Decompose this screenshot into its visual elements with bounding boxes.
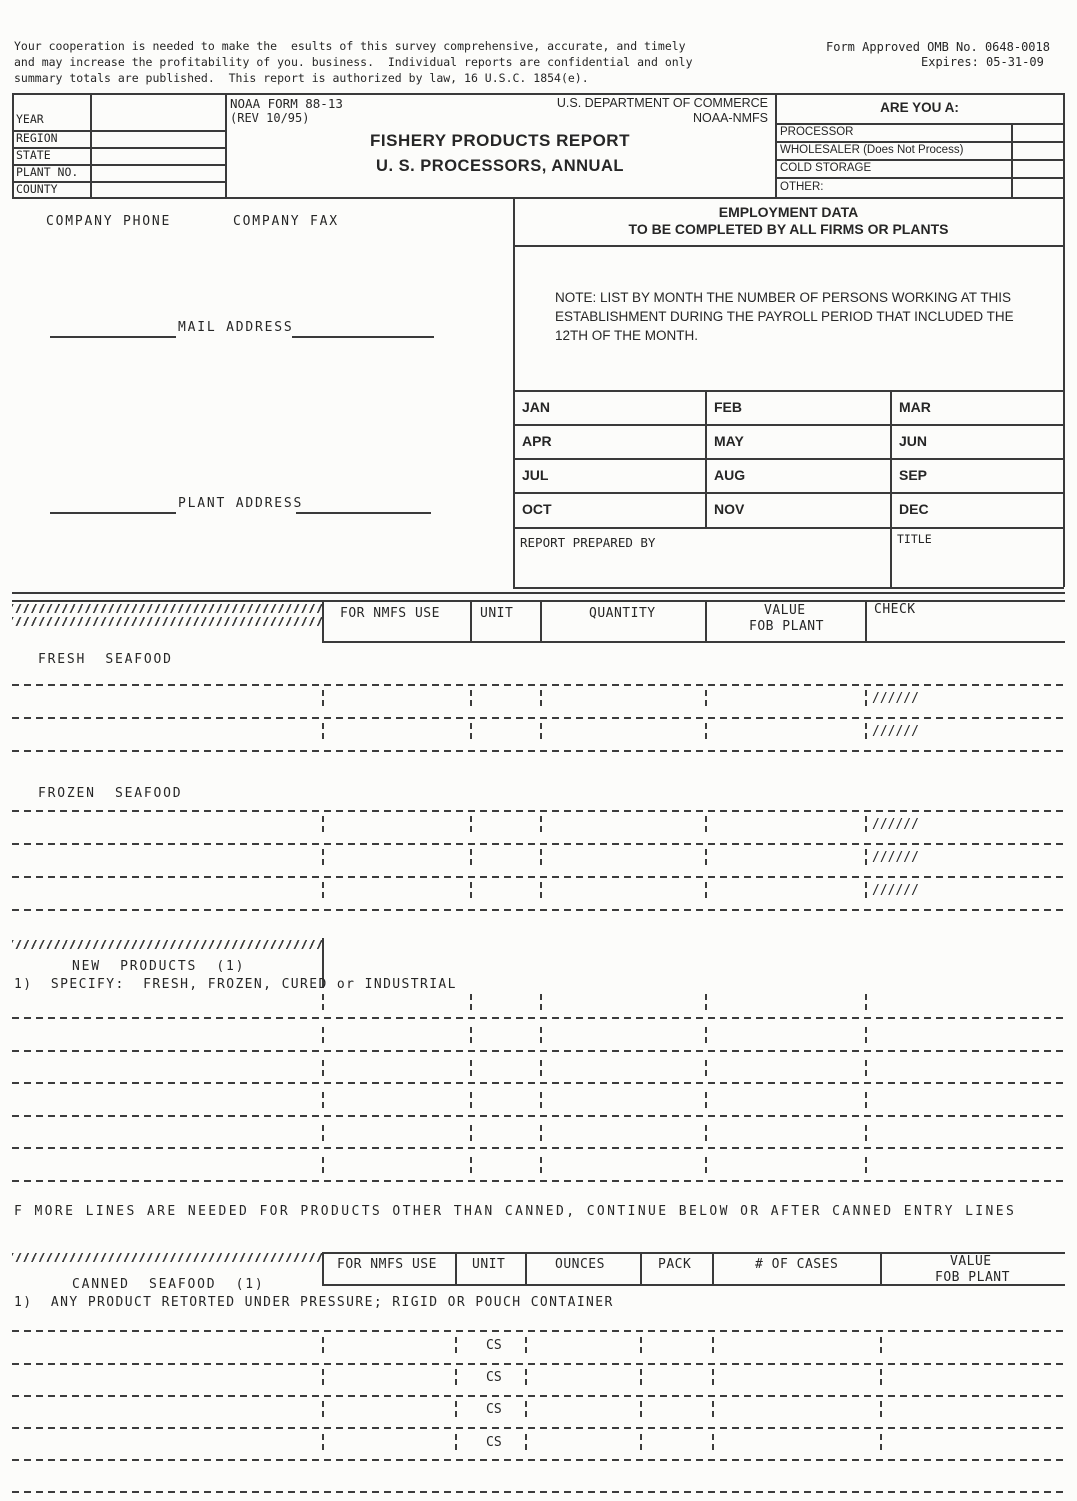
column-separator bbox=[455, 1369, 457, 1389]
grid-line bbox=[513, 587, 1064, 589]
column-separator bbox=[455, 1401, 457, 1421]
column-separator bbox=[880, 1337, 882, 1357]
month-cell-oct[interactable] bbox=[513, 492, 705, 527]
month-label: MAY bbox=[714, 433, 744, 449]
column-separator bbox=[470, 994, 472, 1014]
month-cell-feb[interactable] bbox=[705, 390, 890, 424]
column-separator bbox=[880, 1401, 882, 1421]
unit-value-cs: CS bbox=[486, 1370, 502, 1385]
check-column-hatch: ////// bbox=[872, 883, 919, 898]
column-separator bbox=[322, 994, 324, 1014]
column-separator bbox=[322, 1369, 324, 1389]
column-separator bbox=[322, 723, 324, 743]
omb-approval: Form Approved OMB No. 0648-0018 bbox=[826, 40, 1050, 54]
intro-text-line: summary totals are published. This report is authorized by law, 16 U.S.C. 1854(e). bbox=[14, 71, 589, 85]
col-header-check: CHECK bbox=[874, 602, 916, 617]
canned-section-label: CANNED SEAFOOD (1) bbox=[72, 1277, 265, 1292]
column-separator bbox=[525, 1401, 527, 1421]
column-separator bbox=[705, 1092, 707, 1112]
check-column-hatch: ////// bbox=[872, 691, 919, 706]
column-separator bbox=[540, 994, 542, 1014]
col-header-nmfs: FOR NMFS USE bbox=[340, 606, 440, 621]
frozen-section-label: FROZEN SEAFOOD bbox=[38, 786, 183, 801]
column-separator bbox=[865, 816, 867, 836]
grid-line bbox=[525, 1252, 527, 1284]
column-separator bbox=[640, 1337, 642, 1357]
other-option-label: OTHER: bbox=[780, 181, 824, 193]
column-separator bbox=[540, 1157, 542, 1177]
column-separator bbox=[470, 816, 472, 836]
column-separator bbox=[540, 723, 542, 743]
wholesaler-option-label: WHOLESALER (Does Not Process) bbox=[780, 144, 964, 156]
row-divider-dashed bbox=[12, 876, 1065, 878]
row-divider-dashed bbox=[12, 1330, 1065, 1332]
plant-address-label: PLANT ADDRESS bbox=[178, 496, 304, 511]
column-separator bbox=[525, 1369, 527, 1389]
region-input-cell[interactable] bbox=[91, 131, 224, 147]
column-separator bbox=[880, 1434, 882, 1454]
grid-line bbox=[880, 1252, 882, 1284]
fresh-section-label: FRESH SEAFOOD bbox=[38, 652, 173, 667]
column-separator bbox=[470, 1027, 472, 1047]
column-separator bbox=[865, 882, 867, 902]
unit-value-cs: CS bbox=[486, 1402, 502, 1417]
report-prepared-by-field[interactable] bbox=[513, 527, 890, 587]
company-phone-label: COMPANY PHONE bbox=[46, 214, 172, 229]
preparer-title-label: TITLE bbox=[897, 532, 932, 546]
grid-line bbox=[712, 1252, 714, 1284]
plant-no-input-cell[interactable] bbox=[91, 165, 224, 181]
column-separator bbox=[540, 1125, 542, 1145]
column-separator bbox=[470, 849, 472, 869]
hatch-pattern bbox=[12, 1253, 322, 1262]
row-divider-dashed bbox=[12, 750, 1065, 752]
column-separator bbox=[470, 882, 472, 902]
month-label: NOV bbox=[714, 501, 745, 517]
column-separator bbox=[470, 1157, 472, 1177]
mail-address-write-line[interactable] bbox=[50, 336, 176, 338]
id-field-label: STATE bbox=[16, 148, 51, 162]
row-divider-dashed bbox=[12, 909, 1065, 911]
county-input-cell[interactable] bbox=[91, 182, 224, 197]
row-divider-dashed bbox=[12, 1363, 1065, 1365]
form-revision: (REV 10/95) bbox=[230, 111, 310, 125]
row-divider-dashed bbox=[12, 1050, 1065, 1052]
column-separator bbox=[470, 690, 472, 710]
column-separator bbox=[322, 849, 324, 869]
column-separator bbox=[540, 690, 542, 710]
mail-address-write-line[interactable] bbox=[292, 336, 434, 338]
column-separator bbox=[865, 723, 867, 743]
column-separator bbox=[540, 816, 542, 836]
employment-note: NOTE: LIST BY MONTH THE NUMBER OF PERSONS WORKING AT THIS ESTABLISHMENT DURING THE PAYROLL PERIOD THAT INCLUDED THE 12TH OF THE MONTH. bbox=[555, 290, 1014, 343]
company-fax-label: COMPANY FAX bbox=[233, 214, 339, 229]
row-divider-dashed bbox=[12, 684, 1065, 686]
month-label: JUL bbox=[522, 467, 549, 483]
column-separator bbox=[705, 882, 707, 902]
month-label: JAN bbox=[522, 399, 551, 415]
wholesaler-checkbox[interactable] bbox=[1012, 142, 1063, 158]
unit-value-cs: CS bbox=[486, 1435, 502, 1450]
column-separator bbox=[640, 1401, 642, 1421]
column-separator bbox=[712, 1401, 714, 1421]
column-separator bbox=[712, 1337, 714, 1357]
canned-footnote: 1) ANY PRODUCT RETORTED UNDER PRESSURE; RIGID OR POUCH CONTAINER bbox=[14, 1295, 614, 1310]
column-separator bbox=[880, 1369, 882, 1389]
column-separator bbox=[455, 1337, 457, 1357]
grid-line bbox=[705, 600, 707, 641]
row-divider-dashed bbox=[12, 1082, 1065, 1084]
row-divider-dashed bbox=[12, 1180, 1065, 1182]
column-separator bbox=[455, 1434, 457, 1454]
column-separator bbox=[322, 1157, 324, 1177]
employment-title: EMPLOYMENT DATA bbox=[718, 204, 859, 220]
column-separator bbox=[322, 1125, 324, 1145]
grid-line bbox=[865, 600, 867, 641]
column-separator bbox=[322, 1434, 324, 1454]
column-separator bbox=[525, 1434, 527, 1454]
column-separator bbox=[322, 1060, 324, 1080]
column-separator bbox=[865, 1125, 867, 1145]
column-separator bbox=[470, 723, 472, 743]
omb-expires: Expires: 05-31-09 bbox=[921, 55, 1044, 69]
col-header-value: VALUE bbox=[764, 603, 806, 618]
col-header-ounces: OUNCES bbox=[555, 1257, 605, 1272]
unit-value-cs: CS bbox=[486, 1338, 502, 1353]
hatch-pattern bbox=[12, 940, 322, 949]
month-label: FEB bbox=[714, 399, 742, 415]
are-you-a-title: ARE YOU A: bbox=[880, 100, 959, 115]
new-products-label: NEW PRODUCTS (1) bbox=[72, 959, 246, 974]
employment-subtitle: TO BE COMPLETED BY ALL FIRMS OR PLANTS bbox=[628, 221, 949, 237]
column-separator bbox=[540, 882, 542, 902]
month-cell-jun[interactable] bbox=[890, 424, 1064, 458]
month-cell-mar[interactable] bbox=[890, 390, 1064, 424]
row-divider-dashed bbox=[12, 1147, 1065, 1149]
column-separator bbox=[322, 1401, 324, 1421]
column-separator bbox=[540, 1060, 542, 1080]
month-label: DEC bbox=[899, 501, 929, 517]
column-separator bbox=[865, 994, 867, 1014]
row-divider-dashed bbox=[12, 1427, 1065, 1429]
column-separator bbox=[322, 690, 324, 710]
column-separator bbox=[540, 1092, 542, 1112]
hatch-pattern bbox=[12, 604, 322, 613]
column-separator bbox=[705, 816, 707, 836]
col-header-pack: PACK bbox=[658, 1257, 692, 1272]
month-cell-jul[interactable] bbox=[513, 458, 705, 492]
month-label: OCT bbox=[522, 501, 552, 517]
column-separator bbox=[322, 1337, 324, 1357]
continue-note: F MORE LINES ARE NEEDED FOR PRODUCTS OTHER THAN CANNED, CONTINUE BELOW OR AFTER CANNED ENTRY LINES bbox=[14, 1204, 1017, 1219]
col-header-value: VALUE bbox=[950, 1254, 992, 1269]
state-input-cell[interactable] bbox=[91, 148, 224, 164]
row-divider-dashed bbox=[12, 1395, 1065, 1397]
column-separator bbox=[865, 1060, 867, 1080]
intro-text-line: Your cooperation is needed to make the esults of this survey comprehensive, accurate, and timely bbox=[14, 39, 686, 53]
grid-line bbox=[322, 1252, 324, 1284]
grid-line bbox=[513, 245, 1064, 247]
month-cell-may[interactable] bbox=[705, 424, 890, 458]
column-separator bbox=[322, 1092, 324, 1112]
column-separator bbox=[640, 1434, 642, 1454]
row-divider-dashed bbox=[12, 1491, 1065, 1493]
hatch-pattern bbox=[12, 617, 322, 626]
grid-line bbox=[640, 1252, 642, 1284]
month-cell-dec[interactable] bbox=[890, 492, 1064, 527]
column-separator bbox=[705, 1027, 707, 1047]
year-input-cell[interactable] bbox=[91, 94, 224, 130]
month-label: JUN bbox=[899, 433, 928, 449]
column-separator bbox=[470, 1125, 472, 1145]
column-separator bbox=[705, 849, 707, 869]
form-number: NOAA FORM 88-13 bbox=[230, 96, 343, 111]
col-header-fob-plant: FOB PLANT bbox=[935, 1270, 1010, 1285]
column-separator bbox=[865, 849, 867, 869]
grid-line bbox=[322, 600, 324, 641]
new-products-footnote: 1) SPECIFY: FRESH, FROZEN, CURED or INDUSTRIAL bbox=[14, 977, 457, 992]
id-field-label: REGION bbox=[16, 131, 58, 145]
row-divider-dashed bbox=[12, 1459, 1065, 1461]
column-separator bbox=[705, 690, 707, 710]
column-separator bbox=[705, 1157, 707, 1177]
col-header-unit: UNIT bbox=[472, 1257, 506, 1272]
column-separator bbox=[322, 1027, 324, 1047]
plant-address-write-line[interactable] bbox=[296, 512, 431, 514]
grid-line bbox=[540, 600, 542, 641]
column-separator bbox=[865, 690, 867, 710]
row-divider-dashed bbox=[12, 1017, 1065, 1019]
column-separator bbox=[540, 849, 542, 869]
grid-line bbox=[322, 641, 1065, 643]
form-title-line1: FISHERY PRODUCTS REPORT bbox=[370, 131, 630, 150]
grid-line bbox=[455, 1252, 457, 1284]
cold-storage-checkbox[interactable] bbox=[1012, 160, 1063, 176]
month-cell-aug[interactable] bbox=[705, 458, 890, 492]
form-title-line2: U. S. PROCESSORS, ANNUAL bbox=[376, 157, 624, 175]
other-checkbox[interactable] bbox=[1012, 178, 1063, 196]
column-separator bbox=[865, 1092, 867, 1112]
processor-option-label: PROCESSOR bbox=[780, 126, 854, 138]
intro-text-line: and may increase the profitability of you. business. Individual reports are confidential and only bbox=[14, 55, 693, 69]
month-label: MAR bbox=[899, 399, 931, 415]
column-separator bbox=[865, 1157, 867, 1177]
plant-address-write-line[interactable] bbox=[50, 512, 176, 514]
column-separator bbox=[470, 1060, 472, 1080]
check-column-hatch: ////// bbox=[872, 724, 919, 739]
column-separator bbox=[322, 816, 324, 836]
id-field-label: YEAR bbox=[16, 112, 44, 126]
column-separator bbox=[640, 1369, 642, 1389]
month-cell-nov[interactable] bbox=[705, 492, 890, 527]
form-divider bbox=[12, 197, 1065, 199]
id-field-label: COUNTY bbox=[16, 182, 58, 196]
cold-storage-option-label: COLD STORAGE bbox=[780, 162, 872, 174]
month-cell-jan[interactable] bbox=[513, 390, 705, 424]
row-divider-dashed bbox=[12, 843, 1065, 845]
col-header-unit: UNIT bbox=[480, 606, 514, 621]
column-separator bbox=[705, 1060, 707, 1080]
column-separator bbox=[712, 1434, 714, 1454]
column-separator bbox=[525, 1337, 527, 1357]
report-prepared-by-label: REPORT PREPARED BY bbox=[520, 535, 656, 550]
check-column-hatch: ////// bbox=[872, 850, 919, 865]
preparer-title-field[interactable] bbox=[890, 527, 1064, 587]
processor-checkbox[interactable] bbox=[1012, 124, 1063, 140]
form-divider bbox=[12, 592, 1065, 594]
column-separator bbox=[540, 1027, 542, 1047]
column-separator bbox=[865, 1027, 867, 1047]
column-separator bbox=[470, 1092, 472, 1112]
column-separator bbox=[705, 723, 707, 743]
grid-line bbox=[470, 600, 472, 641]
row-divider-dashed bbox=[12, 1115, 1065, 1117]
department-name: U.S. DEPARTMENT OF COMMERCE bbox=[556, 96, 768, 110]
col-header-nmfs: FOR NMFS USE bbox=[337, 1257, 437, 1272]
col-header-fob-plant: FOB PLANT bbox=[749, 619, 824, 634]
row-divider-dashed bbox=[12, 810, 1065, 812]
row-divider-dashed bbox=[12, 717, 1065, 719]
month-label: APR bbox=[522, 433, 552, 449]
column-separator bbox=[705, 994, 707, 1014]
month-cell-sep[interactable] bbox=[890, 458, 1064, 492]
column-separator bbox=[322, 882, 324, 902]
month-label: SEP bbox=[899, 467, 928, 483]
mail-address-label: MAIL ADDRESS bbox=[178, 320, 294, 335]
month-cell-apr[interactable] bbox=[513, 424, 705, 458]
col-header-quantity: QUANTITY bbox=[589, 606, 656, 621]
check-column-hatch: ////// bbox=[872, 817, 919, 832]
id-field-label: PLANT NO. bbox=[16, 165, 79, 179]
col-header-cases: # OF CASES bbox=[755, 1257, 839, 1272]
agency-name: NOAA-NMFS bbox=[693, 111, 768, 125]
column-separator bbox=[712, 1369, 714, 1389]
column-separator bbox=[705, 1125, 707, 1145]
month-label: AUG bbox=[714, 467, 746, 483]
